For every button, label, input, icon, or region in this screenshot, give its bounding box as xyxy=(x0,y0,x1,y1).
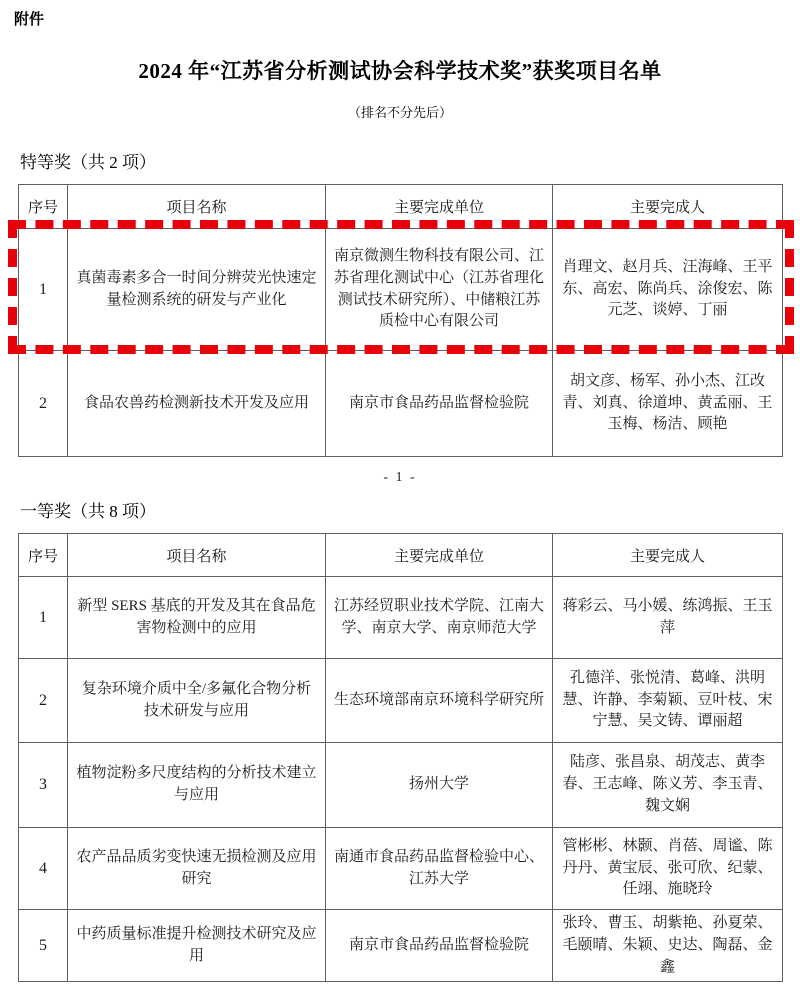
project-name-cell: 复杂环境介质中全/多氟化合物分析技术研发与应用 xyxy=(68,659,326,743)
header-row xyxy=(19,185,783,229)
project-name-cell: 农产品品质劣变快速无损检测及应用研究 xyxy=(68,828,326,910)
column-header: 项目名称 xyxy=(68,185,326,229)
project-name-cell: 食品农兽药检测新技术开发及应用 xyxy=(68,351,326,457)
page-subtitle: （排名不分先后） xyxy=(347,105,452,120)
section-heading-first-prize: 一等奖（共 8 项） xyxy=(20,502,156,521)
award-section-special-prize xyxy=(0,151,800,457)
page-title: 2024 年“江苏省分析测试协会科学技术奖”获奖项目名单 xyxy=(138,59,662,83)
serial-number-cell: 2 xyxy=(19,351,68,457)
table-row xyxy=(19,577,783,659)
completing-units-cell: 南京市食品药品监督检验院 xyxy=(326,351,553,457)
serial-number-cell: 1 xyxy=(19,229,68,351)
column-header: 主要完成人 xyxy=(553,534,783,577)
completing-people-cell: 肖理文、赵月兵、汪海峰、王平东、高宏、陈尚兵、涂俊宏、陈元芝、谈婷、丁丽 xyxy=(553,229,783,351)
awards-table xyxy=(18,184,783,457)
header-row xyxy=(19,534,783,577)
awards-table-first-prize xyxy=(18,533,782,982)
table-row xyxy=(19,659,783,743)
award-section-first-prize xyxy=(0,500,800,982)
attachment-label: 附件 xyxy=(14,11,45,28)
completing-units-cell: 扬州大学 xyxy=(326,743,553,828)
project-name-cell: 新型 SERS 基底的开发及其在食品危害物检测中的应用 xyxy=(68,577,326,659)
project-name-cell: 植物淀粉多尺度结构的分析技术建立与应用 xyxy=(68,743,326,828)
table-row xyxy=(19,743,783,828)
completing-units-cell: 南京微测生物科技有限公司、江苏省理化测试中心（江苏省理化测试技术研究所）、中储粮江苏质检中心有限公司 xyxy=(326,229,553,351)
table-row xyxy=(19,910,783,982)
serial-number-cell: 4 xyxy=(19,828,68,910)
project-name-cell: 真菌毒素多合一时间分辨荧光快速定量检测系统的研发与产业化 xyxy=(68,229,326,351)
serial-number-cell: 5 xyxy=(19,910,68,982)
serial-number-cell: 3 xyxy=(19,743,68,828)
awards-table-special-prize xyxy=(18,184,782,457)
table-row xyxy=(19,828,783,910)
completing-units-cell: 南京市食品药品监督检验院 xyxy=(326,910,553,982)
completing-people-cell: 孔德洋、张悦清、葛峰、洪明慧、许静、李菊颖、豆叶枝、宋宁慧、吴文铸、谭丽超 xyxy=(553,659,783,743)
column-header: 主要完成单位 xyxy=(326,185,553,229)
column-header: 序号 xyxy=(19,185,68,229)
serial-number-cell: 1 xyxy=(19,577,68,659)
completing-people-cell: 管彬彬、林颢、肖蓓、周谧、陈丹丹、黄宝辰、张可欣、纪蒙、任翊、施晓玲 xyxy=(553,828,783,910)
project-name-cell: 中药质量标准提升检测技术研究及应用 xyxy=(68,910,326,982)
column-header: 项目名称 xyxy=(68,534,326,577)
completing-people-cell: 张玲、曹玉、胡紫艳、孙夏荣、毛颐晴、朱颖、史达、陶磊、金鑫 xyxy=(553,910,783,982)
page-number: - 1 - xyxy=(383,470,417,485)
serial-number-cell: 2 xyxy=(19,659,68,743)
completing-people-cell: 胡文彦、杨军、孙小杰、江改青、刘真、徐道坤、黄孟丽、王玉梅、杨洁、顾艳 xyxy=(553,351,783,457)
completing-people-cell: 蒋彩云、马小媛、练鸿振、王玉萍 xyxy=(553,577,783,659)
table-row xyxy=(19,351,783,457)
completing-people-cell: 陆彦、张昌泉、胡茂志、黄李春、王志峰、陈义芳、李玉青、魏文娴 xyxy=(553,743,783,828)
column-header: 主要完成单位 xyxy=(326,534,553,577)
column-header: 主要完成人 xyxy=(553,185,783,229)
completing-units-cell: 南通市食品药品监督检验中心、江苏大学 xyxy=(326,828,553,910)
completing-units-cell: 生态环境部南京环境科学研究所 xyxy=(326,659,553,743)
table-row xyxy=(19,229,783,351)
awards-table xyxy=(18,533,783,982)
completing-units-cell: 江苏经贸职业技术学院、江南大学、南京大学、南京师范大学 xyxy=(326,577,553,659)
section-heading-special-prize: 特等奖（共 2 项） xyxy=(20,153,156,172)
column-header: 序号 xyxy=(19,534,68,577)
